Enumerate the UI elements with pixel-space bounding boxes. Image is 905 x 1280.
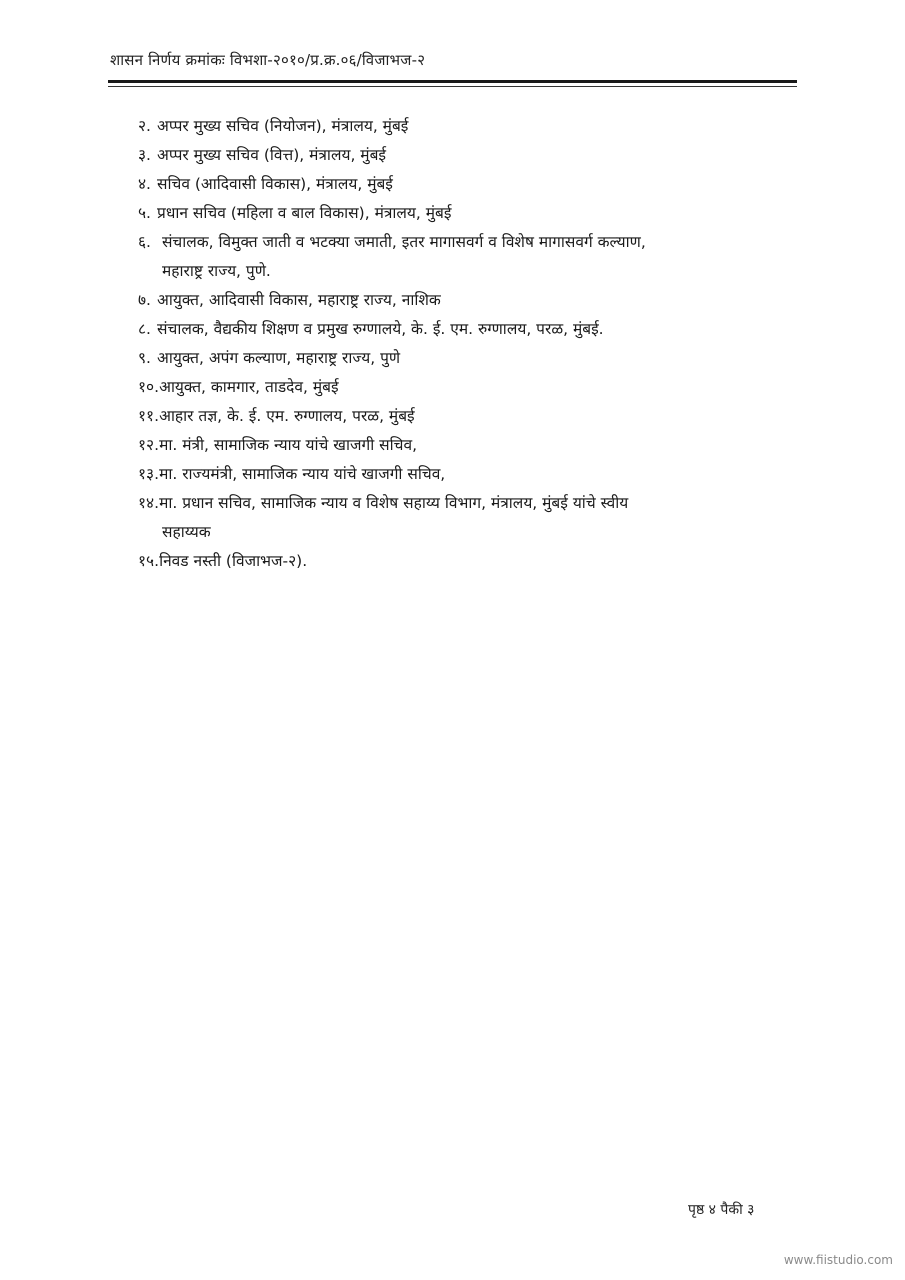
list-item	[138, 199, 798, 228]
document-reference-header: शासन निर्णय क्रमांकः विभशा-२०१०/प्र.क्र.०६/विजाभज-२	[110, 51, 426, 69]
list-item	[138, 402, 798, 431]
list-item-number: १०.	[138, 378, 160, 396]
list-item	[138, 112, 798, 141]
list-item-text: निवड नस्ती (विजाभज-२).	[159, 552, 308, 570]
list-item	[138, 228, 798, 286]
list-item-number: ७.	[138, 291, 151, 309]
list-item-text: आयुक्त, कामगार, ताडदेव, मुंबई	[159, 378, 339, 396]
list-item-text: आहार तज्ञ, के. ई. एम. रुग्णालय, परळ, मुंबई	[159, 407, 415, 425]
list-item-number: ५.	[138, 204, 151, 222]
list-item-text: मा. राज्यमंत्री, सामाजिक न्याय यांचे खाजगी सचिव,	[159, 465, 446, 483]
list-item	[138, 547, 798, 576]
list-item-continuation: महाराष्ट्र राज्य, पुणे.	[162, 262, 271, 280]
list-item-number: १३.	[138, 465, 160, 483]
list-item-number: ९.	[138, 349, 151, 367]
list-item-text: संचालक, वैद्यकीय शिक्षण व प्रमुख रुग्णालये, के. ई. एम. रुग्णालय, परळ, मुंबई.	[157, 320, 604, 338]
list-item	[138, 315, 798, 344]
page-number: पृष्ठ ४ पैकी ३	[688, 1202, 755, 1218]
list-item-number: १२.	[138, 436, 160, 454]
list-item	[138, 141, 798, 170]
list-item-text: अप्पर मुख्य सचिव (नियोजन), मंत्रालय, मुंबई	[157, 117, 409, 135]
list-item	[138, 170, 798, 199]
list-item-text: मा. प्रधान सचिव, सामाजिक न्याय व विशेष सहाय्य विभाग, मंत्रालय, मुंबई यांचे स्वीय	[159, 494, 629, 512]
list-item-number: २.	[138, 117, 151, 135]
list-item	[138, 286, 798, 315]
list-item-number: १४.	[138, 494, 160, 512]
list-item	[138, 431, 798, 460]
list-item-continuation: सहाय्यक	[162, 523, 211, 541]
header-rule-thick	[108, 80, 797, 83]
list-item-number: ४.	[138, 175, 151, 193]
distribution-list	[138, 112, 798, 576]
list-item-text: अप्पर मुख्य सचिव (वित्त), मंत्रालय, मुंबई	[157, 146, 387, 164]
list-item-number: १५.	[138, 552, 160, 570]
list-item-text: प्रधान सचिव (महिला व बाल विकास), मंत्रालय, मुंबई	[157, 204, 452, 222]
header-rule-thin	[108, 86, 797, 87]
list-item-text: मा. मंत्री, सामाजिक न्याय यांचे खाजगी सचिव,	[159, 436, 418, 454]
list-item	[138, 489, 798, 547]
list-item-text: संचालक, विमुक्त जाती व भटक्या जमाती, इतर मागासवर्ग व विशेष मागासवर्ग कल्याण,	[161, 233, 646, 251]
list-item	[138, 344, 798, 373]
list-item	[138, 373, 798, 402]
watermark: www.fiistudio.com	[783, 1253, 893, 1267]
list-item-number: ११.	[138, 407, 160, 425]
list-item-number: ६.	[138, 233, 151, 251]
list-item-text: सचिव (आदिवासी विकास), मंत्रालय, मुंबई	[157, 175, 393, 193]
list-item-number: ८.	[138, 320, 151, 338]
list-item-text: आयुक्त, आदिवासी विकास, महाराष्ट्र राज्य, नाशिक	[157, 291, 441, 309]
list-item-number: ३.	[138, 146, 151, 164]
list-item	[138, 460, 798, 489]
list-item-text: आयुक्त, अपंग कल्याण, महाराष्ट्र राज्य, पुणे	[157, 349, 401, 367]
